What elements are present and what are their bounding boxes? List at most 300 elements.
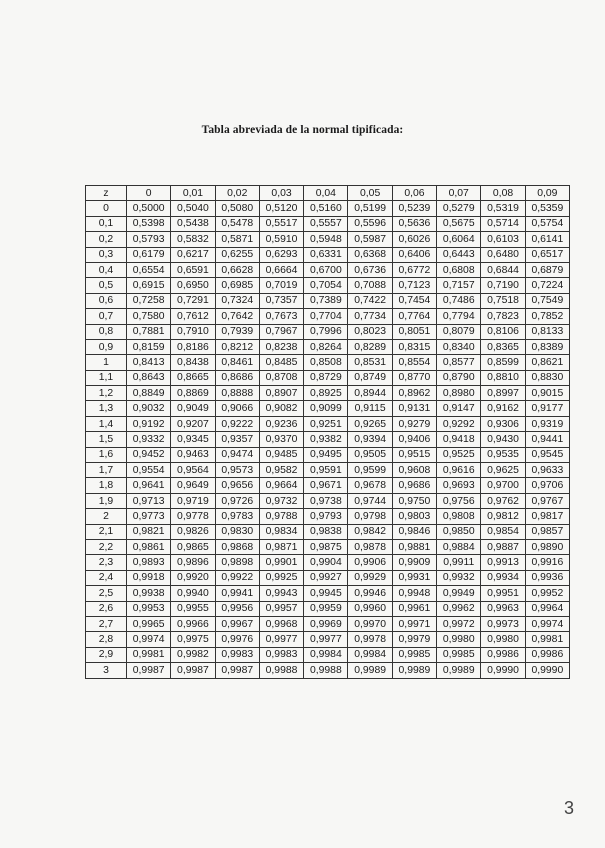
probability-cell: 0,9936 (525, 570, 569, 585)
table-row (86, 278, 570, 293)
probability-cell: 0,8790 (437, 370, 481, 385)
probability-cell: 0,9131 (392, 401, 436, 416)
probability-cell: 0,9608 (392, 463, 436, 478)
probability-cell: 0,9980 (481, 632, 525, 647)
probability-cell: 0,8599 (481, 355, 525, 370)
z-value-cell: 0,6 (86, 293, 127, 308)
probability-cell: 0,9656 (215, 478, 259, 493)
probability-cell: 0,6554 (127, 262, 171, 277)
probability-cell: 0,9959 (304, 601, 348, 616)
probability-cell: 0,9976 (215, 632, 259, 647)
probability-cell: 0,9965 (127, 616, 171, 631)
probability-cell: 0,9082 (259, 401, 303, 416)
z-value-cell: 2,2 (86, 539, 127, 554)
probability-cell: 0,9633 (525, 463, 569, 478)
probability-cell: 0,9554 (127, 463, 171, 478)
probability-cell: 0,9671 (304, 478, 348, 493)
probability-cell: 0,9177 (525, 401, 569, 416)
probability-cell: 0,9887 (481, 539, 525, 554)
probability-cell: 0,9332 (127, 432, 171, 447)
probability-cell: 0,9452 (127, 447, 171, 462)
probability-cell: 0,5239 (392, 201, 436, 216)
probability-cell: 0,9961 (392, 601, 436, 616)
probability-cell: 0,9793 (304, 509, 348, 524)
z-value-cell: 0,4 (86, 262, 127, 277)
probability-cell: 0,9990 (525, 663, 569, 678)
probability-cell: 0,9222 (215, 416, 259, 431)
probability-cell: 0,9756 (437, 493, 481, 508)
probability-cell: 0,7019 (259, 278, 303, 293)
z-value-cell: 0,8 (86, 324, 127, 339)
z-value-cell: 0,7 (86, 309, 127, 324)
probability-cell: 0,9641 (127, 478, 171, 493)
probability-cell: 0,9911 (437, 555, 481, 570)
probability-cell: 0,6591 (171, 262, 215, 277)
probability-cell: 0,9955 (171, 601, 215, 616)
probability-cell: 0,9854 (481, 524, 525, 539)
probability-cell: 0,9986 (525, 647, 569, 662)
header-cell: 0,02 (215, 186, 259, 201)
z-value-cell: 2,5 (86, 586, 127, 601)
table-row (86, 293, 570, 308)
probability-cell: 0,8079 (437, 324, 481, 339)
probability-cell: 0,9896 (171, 555, 215, 570)
probability-cell: 0,9969 (304, 616, 348, 631)
probability-cell: 0,6517 (525, 247, 569, 262)
probability-cell: 0,9582 (259, 463, 303, 478)
probability-cell: 0,9474 (215, 447, 259, 462)
probability-cell: 0,9989 (437, 663, 481, 678)
probability-cell: 0,9957 (259, 601, 303, 616)
probability-cell: 0,9977 (259, 632, 303, 647)
probability-cell: 0,9162 (481, 401, 525, 416)
probability-cell: 0,8621 (525, 355, 569, 370)
probability-cell: 0,9986 (481, 647, 525, 662)
probability-cell: 0,9990 (481, 663, 525, 678)
probability-cell: 0,9049 (171, 401, 215, 416)
probability-cell: 0,9857 (525, 524, 569, 539)
probability-cell: 0,5398 (127, 216, 171, 231)
probability-cell: 0,9382 (304, 432, 348, 447)
probability-cell: 0,9984 (304, 647, 348, 662)
probability-cell: 0,6950 (171, 278, 215, 293)
probability-cell: 0,6772 (392, 262, 436, 277)
probability-cell: 0,8830 (525, 370, 569, 385)
probability-cell: 0,9893 (127, 555, 171, 570)
probability-cell: 0,8997 (481, 386, 525, 401)
probability-cell: 0,7823 (481, 309, 525, 324)
probability-cell: 0,6480 (481, 247, 525, 262)
probability-cell: 0,9207 (171, 416, 215, 431)
probability-cell: 0,7881 (127, 324, 171, 339)
probability-cell: 0,7088 (348, 278, 392, 293)
probability-cell: 0,9977 (304, 632, 348, 647)
probability-cell: 0,8106 (481, 324, 525, 339)
probability-cell: 0,9719 (171, 493, 215, 508)
table-row (86, 524, 570, 539)
probability-cell: 0,7910 (171, 324, 215, 339)
table-row (86, 339, 570, 354)
probability-cell: 0,9982 (171, 647, 215, 662)
probability-cell: 0,9265 (348, 416, 392, 431)
probability-cell: 0,9861 (127, 539, 171, 554)
probability-cell: 0,7486 (437, 293, 481, 308)
probability-cell: 0,8238 (259, 339, 303, 354)
probability-cell: 0,6664 (259, 262, 303, 277)
probability-cell: 0,9525 (437, 447, 481, 462)
probability-cell: 0,9981 (525, 632, 569, 647)
probability-cell: 0,7642 (215, 309, 259, 324)
probability-cell: 0,8212 (215, 339, 259, 354)
probability-cell: 0,9988 (304, 663, 348, 678)
probability-cell: 0,9966 (171, 616, 215, 631)
probability-cell: 0,7357 (259, 293, 303, 308)
probability-cell: 0,9826 (171, 524, 215, 539)
probability-cell: 0,8944 (348, 386, 392, 401)
table-row (86, 463, 570, 478)
probability-cell: 0,7190 (481, 278, 525, 293)
normal-distribution-table (85, 185, 570, 679)
probability-cell: 0,9713 (127, 493, 171, 508)
probability-cell: 0,8461 (215, 355, 259, 370)
probability-cell: 0,6700 (304, 262, 348, 277)
z-value-cell: 1 (86, 355, 127, 370)
probability-cell: 0,9834 (259, 524, 303, 539)
probability-cell: 0,6217 (171, 247, 215, 262)
probability-cell: 0,5517 (259, 216, 303, 231)
probability-cell: 0,5596 (348, 216, 392, 231)
probability-cell: 0,8729 (304, 370, 348, 385)
probability-cell: 0,9842 (348, 524, 392, 539)
z-value-cell: 0,3 (86, 247, 127, 262)
probability-cell: 0,8643 (127, 370, 171, 385)
probability-cell: 0,8869 (171, 386, 215, 401)
page-number: 3 (564, 798, 575, 818)
header-cell: 0,01 (171, 186, 215, 201)
probability-cell: 0,9983 (215, 647, 259, 662)
probability-cell: 0,8925 (304, 386, 348, 401)
z-value-cell: 2,3 (86, 555, 127, 570)
table-row (86, 386, 570, 401)
z-value-cell: 0,2 (86, 232, 127, 247)
z-value-cell: 1,6 (86, 447, 127, 462)
probability-cell: 0,9904 (304, 555, 348, 570)
probability-cell: 0,6026 (392, 232, 436, 247)
header-cell: 0,03 (259, 186, 303, 201)
probability-cell: 0,5279 (437, 201, 481, 216)
probability-cell: 0,7454 (392, 293, 436, 308)
probability-cell: 0,9971 (392, 616, 436, 631)
probability-cell: 0,9980 (437, 632, 481, 647)
probability-cell: 0,9693 (437, 478, 481, 493)
probability-cell: 0,9974 (127, 632, 171, 647)
probability-cell: 0,9564 (171, 463, 215, 478)
probability-cell: 0,9985 (437, 647, 481, 662)
header-cell-z: z (86, 186, 127, 201)
probability-cell: 0,8907 (259, 386, 303, 401)
probability-cell: 0,6331 (304, 247, 348, 262)
z-value-cell: 1,9 (86, 493, 127, 508)
probability-cell: 0,6844 (481, 262, 525, 277)
table-header-row (86, 186, 570, 201)
probability-cell: 0,9821 (127, 524, 171, 539)
z-value-cell: 0,9 (86, 339, 127, 354)
probability-cell: 0,9808 (437, 509, 481, 524)
probability-cell: 0,9988 (259, 663, 303, 678)
probability-cell: 0,9925 (259, 570, 303, 585)
z-value-cell: 2,4 (86, 570, 127, 585)
probability-cell: 0,9956 (215, 601, 259, 616)
probability-cell: 0,8849 (127, 386, 171, 401)
probability-cell: 0,9878 (348, 539, 392, 554)
probability-cell: 0,6179 (127, 247, 171, 262)
probability-cell: 0,6736 (348, 262, 392, 277)
probability-cell: 0,8508 (304, 355, 348, 370)
probability-cell: 0,5754 (525, 216, 569, 231)
probability-cell: 0,8133 (525, 324, 569, 339)
table-row (86, 432, 570, 447)
probability-cell: 0,7224 (525, 278, 569, 293)
probability-cell: 0,7852 (525, 309, 569, 324)
header-cell: 0,06 (392, 186, 436, 201)
probability-cell: 0,9973 (481, 616, 525, 631)
probability-cell: 0,5910 (259, 232, 303, 247)
z-value-cell: 2,8 (86, 632, 127, 647)
probability-cell: 0,7324 (215, 293, 259, 308)
probability-cell: 0,9985 (392, 647, 436, 662)
table-row (86, 232, 570, 247)
probability-cell: 0,9306 (481, 416, 525, 431)
z-value-cell: 3 (86, 663, 127, 678)
probability-cell: 0,7518 (481, 293, 525, 308)
probability-cell: 0,5675 (437, 216, 481, 231)
probability-cell: 0,9987 (171, 663, 215, 678)
probability-cell: 0,9945 (304, 586, 348, 601)
header-cell: 0,09 (525, 186, 569, 201)
probability-cell: 0,9678 (348, 478, 392, 493)
table-row (86, 447, 570, 462)
probability-cell: 0,9706 (525, 478, 569, 493)
probability-cell: 0,9279 (392, 416, 436, 431)
table-row (86, 601, 570, 616)
probability-cell: 0,9963 (481, 601, 525, 616)
probability-cell: 0,7580 (127, 309, 171, 324)
header-cell: 0,07 (437, 186, 481, 201)
probability-cell: 0,9485 (259, 447, 303, 462)
table-row (86, 616, 570, 631)
probability-cell: 0,8438 (171, 355, 215, 370)
probability-cell: 0,9943 (259, 586, 303, 601)
probability-cell: 0,8365 (481, 339, 525, 354)
probability-cell: 0,9817 (525, 509, 569, 524)
probability-cell: 0,9987 (215, 663, 259, 678)
table-row (86, 555, 570, 570)
probability-cell: 0,9974 (525, 616, 569, 631)
probability-cell: 0,9871 (259, 539, 303, 554)
probability-cell: 0,9345 (171, 432, 215, 447)
z-value-cell: 2 (86, 509, 127, 524)
probability-cell: 0,9898 (215, 555, 259, 570)
probability-cell: 0,9881 (392, 539, 436, 554)
probability-cell: 0,9750 (392, 493, 436, 508)
table-row (86, 262, 570, 277)
table-row (86, 216, 570, 231)
probability-cell: 0,7996 (304, 324, 348, 339)
probability-cell: 0,9495 (304, 447, 348, 462)
probability-cell: 0,9773 (127, 509, 171, 524)
probability-cell: 0,9319 (525, 416, 569, 431)
probability-cell: 0,8810 (481, 370, 525, 385)
probability-cell: 0,6879 (525, 262, 569, 277)
probability-cell: 0,9726 (215, 493, 259, 508)
probability-cell: 0,9906 (348, 555, 392, 570)
z-value-cell: 1,5 (86, 432, 127, 447)
z-value-cell: 2,1 (86, 524, 127, 539)
table-row (86, 539, 570, 554)
probability-cell: 0,8340 (437, 339, 481, 354)
table-row (86, 370, 570, 385)
probability-cell: 0,9515 (392, 447, 436, 462)
probability-cell: 0,9015 (525, 386, 569, 401)
z-value-cell: 2,7 (86, 616, 127, 631)
probability-cell: 0,6293 (259, 247, 303, 262)
probability-cell: 0,5948 (304, 232, 348, 247)
probability-cell: 0,9803 (392, 509, 436, 524)
probability-cell: 0,9987 (127, 663, 171, 678)
probability-cell: 0,9970 (348, 616, 392, 631)
probability-cell: 0,9978 (348, 632, 392, 647)
probability-cell: 0,7794 (437, 309, 481, 324)
probability-cell: 0,9940 (171, 586, 215, 601)
probability-cell: 0,9778 (171, 509, 215, 524)
probability-cell: 0,6808 (437, 262, 481, 277)
probability-cell: 0,5832 (171, 232, 215, 247)
probability-cell: 0,6985 (215, 278, 259, 293)
probability-cell: 0,9686 (392, 478, 436, 493)
probability-cell: 0,7389 (304, 293, 348, 308)
probability-cell: 0,9099 (304, 401, 348, 416)
probability-cell: 0,9625 (481, 463, 525, 478)
probability-cell: 0,9394 (348, 432, 392, 447)
probability-cell: 0,8980 (437, 386, 481, 401)
probability-cell: 0,9916 (525, 555, 569, 570)
table-row (86, 478, 570, 493)
table-row (86, 416, 570, 431)
probability-cell: 0,9890 (525, 539, 569, 554)
probability-cell: 0,9850 (437, 524, 481, 539)
probability-cell: 0,9929 (348, 570, 392, 585)
z-value-cell: 1,2 (86, 386, 127, 401)
probability-cell: 0,9370 (259, 432, 303, 447)
probability-cell: 0,9649 (171, 478, 215, 493)
probability-cell: 0,8770 (392, 370, 436, 385)
probability-cell: 0,5987 (348, 232, 392, 247)
probability-cell: 0,9953 (127, 601, 171, 616)
z-value-cell: 1,7 (86, 463, 127, 478)
probability-cell: 0,9767 (525, 493, 569, 508)
probability-cell: 0,8531 (348, 355, 392, 370)
probability-cell: 0,9783 (215, 509, 259, 524)
probability-cell: 0,9875 (304, 539, 348, 554)
probability-cell: 0,9251 (304, 416, 348, 431)
probability-cell: 0,6141 (525, 232, 569, 247)
probability-cell: 0,9846 (392, 524, 436, 539)
probability-cell: 0,5160 (304, 201, 348, 216)
probability-cell: 0,9922 (215, 570, 259, 585)
probability-cell: 0,9573 (215, 463, 259, 478)
table-row (86, 401, 570, 416)
probability-cell: 0,9788 (259, 509, 303, 524)
probability-cell: 0,9901 (259, 555, 303, 570)
probability-cell: 0,9406 (392, 432, 436, 447)
probability-cell: 0,9920 (171, 570, 215, 585)
probability-cell: 0,9948 (392, 586, 436, 601)
probability-cell: 0,9798 (348, 509, 392, 524)
table-row (86, 570, 570, 585)
probability-cell: 0,9700 (481, 478, 525, 493)
probability-cell: 0,5557 (304, 216, 348, 231)
probability-cell: 0,8888 (215, 386, 259, 401)
table-row (86, 247, 570, 262)
probability-cell: 0,9989 (348, 663, 392, 678)
probability-cell: 0,9664 (259, 478, 303, 493)
table-row (86, 647, 570, 662)
probability-cell: 0,8023 (348, 324, 392, 339)
z-value-cell: 1,3 (86, 401, 127, 416)
probability-cell: 0,8159 (127, 339, 171, 354)
probability-cell: 0,7612 (171, 309, 215, 324)
probability-cell: 0,9616 (437, 463, 481, 478)
probability-cell: 0,9975 (171, 632, 215, 647)
probability-cell: 0,9946 (348, 586, 392, 601)
z-value-cell: 2,9 (86, 647, 127, 662)
z-value-cell: 0,1 (86, 216, 127, 231)
probability-cell: 0,9972 (437, 616, 481, 631)
probability-cell: 0,9192 (127, 416, 171, 431)
probability-cell: 0,8708 (259, 370, 303, 385)
probability-cell: 0,9967 (215, 616, 259, 631)
probability-cell: 0,6255 (215, 247, 259, 262)
probability-cell: 0,5080 (215, 201, 259, 216)
probability-cell: 0,9812 (481, 509, 525, 524)
probability-cell: 0,9505 (348, 447, 392, 462)
probability-cell: 0,9909 (392, 555, 436, 570)
z-value-cell: 2,6 (86, 601, 127, 616)
probability-cell: 0,7258 (127, 293, 171, 308)
probability-cell: 0,9599 (348, 463, 392, 478)
probability-cell: 0,7967 (259, 324, 303, 339)
probability-cell: 0,9951 (481, 586, 525, 601)
probability-cell: 0,9032 (127, 401, 171, 416)
probability-cell: 0,5478 (215, 216, 259, 231)
table-row (86, 493, 570, 508)
probability-cell: 0,8413 (127, 355, 171, 370)
probability-cell: 0,9357 (215, 432, 259, 447)
probability-cell: 0,7734 (348, 309, 392, 324)
probability-cell: 0,7549 (525, 293, 569, 308)
z-value-cell: 0 (86, 201, 127, 216)
table-row (86, 586, 570, 601)
probability-cell: 0,9964 (525, 601, 569, 616)
table-row (86, 663, 570, 678)
probability-cell: 0,9884 (437, 539, 481, 554)
probability-cell: 0,9952 (525, 586, 569, 601)
probability-cell: 0,7939 (215, 324, 259, 339)
probability-cell: 0,5438 (171, 216, 215, 231)
probability-cell: 0,5199 (348, 201, 392, 216)
probability-cell: 0,8264 (304, 339, 348, 354)
header-cell: 0,05 (348, 186, 392, 201)
